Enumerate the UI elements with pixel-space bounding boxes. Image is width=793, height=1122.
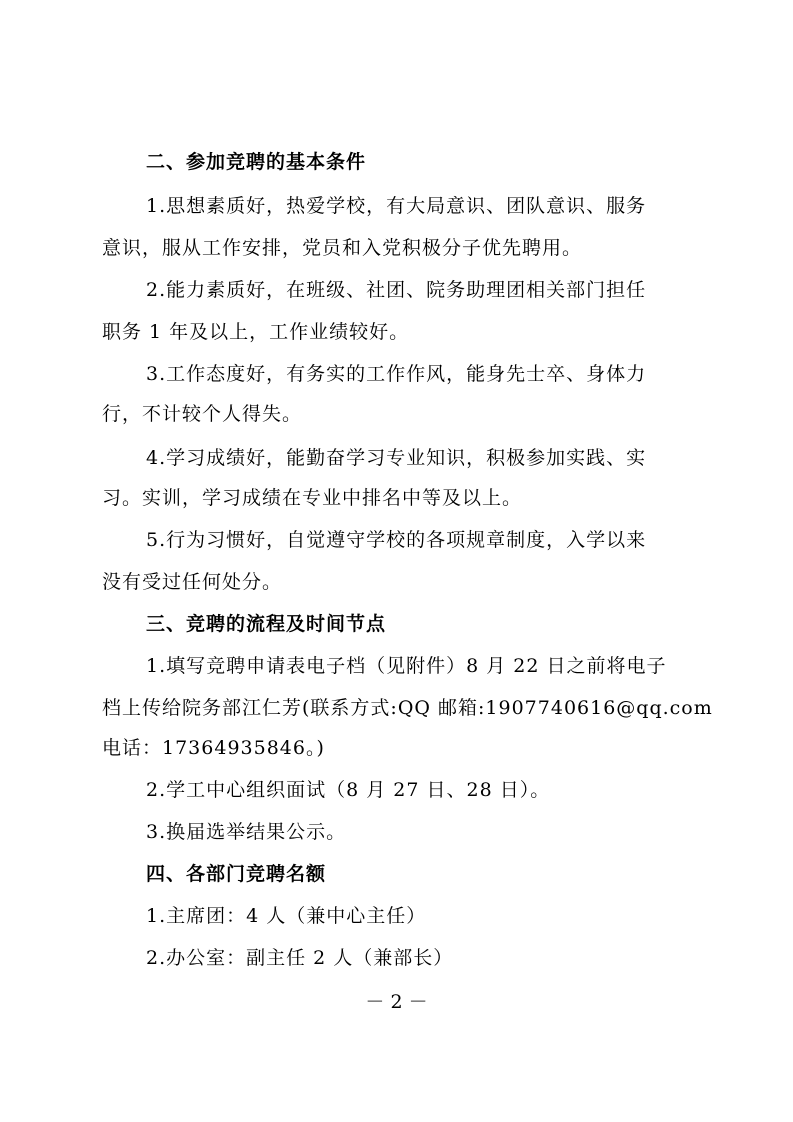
section-heading-basic-conditions: 二、参加竞聘的基本条件 — [146, 151, 367, 173]
paragraph-line: 3.工作态度好，有务实的工作作风，能身先士卒、身体力 — [146, 363, 647, 385]
paragraph-line: 档上传给院务部江仁芳(联系方式:QQ 邮箱:1907740616@qq.com — [102, 697, 713, 719]
paragraph-line: 3.换届选举结果公示。 — [146, 821, 347, 843]
paragraph-line: 4.学习成绩好，能勤奋学习专业知识，积极参加实践、实 — [146, 447, 647, 469]
paragraph-line: 习。实训，学习成绩在专业中排名中等及以上。 — [102, 487, 523, 509]
paragraph-line: 电话：17364935846。) — [102, 737, 325, 759]
paragraph-line: 意识，服从工作安排，党员和入党积极分子优先聘用。 — [102, 237, 583, 259]
section-heading-quota: 四、各部门竞聘名额 — [146, 863, 327, 885]
paragraph-line: 2.能力素质好，在班级、社团、院务助理团相关部门担任 — [146, 279, 647, 301]
section-heading-process-timeline: 三、竞聘的流程及时间节点 — [146, 613, 387, 635]
paragraph-line: 行，不计较个人得失。 — [102, 403, 303, 425]
paragraph-line: 1.主席团：4 人（兼中心主任） — [146, 905, 427, 927]
paragraph-line: 2.办公室：副主任 2 人（兼部长） — [146, 947, 454, 969]
paragraph-line: 2.学工中心组织面试（8 月 27 日、28 日）。 — [146, 779, 551, 801]
paragraph-line: 1.思想素质好，热爱学校，有大局意识、团队意识、服务 — [146, 195, 647, 217]
paragraph-line: 5.行为习惯好，自觉遵守学校的各项规章制度，入学以来 — [146, 529, 647, 551]
paragraph-line: 没有受过任何处分。 — [102, 571, 283, 593]
page-number: － 2 － — [365, 991, 428, 1013]
paragraph-line: 1.填写竞聘申请表电子档（见附件）8 月 22 日之前将电子 — [146, 655, 667, 677]
paragraph-line: 职务 1 年及以上，工作业绩较好。 — [102, 321, 410, 343]
